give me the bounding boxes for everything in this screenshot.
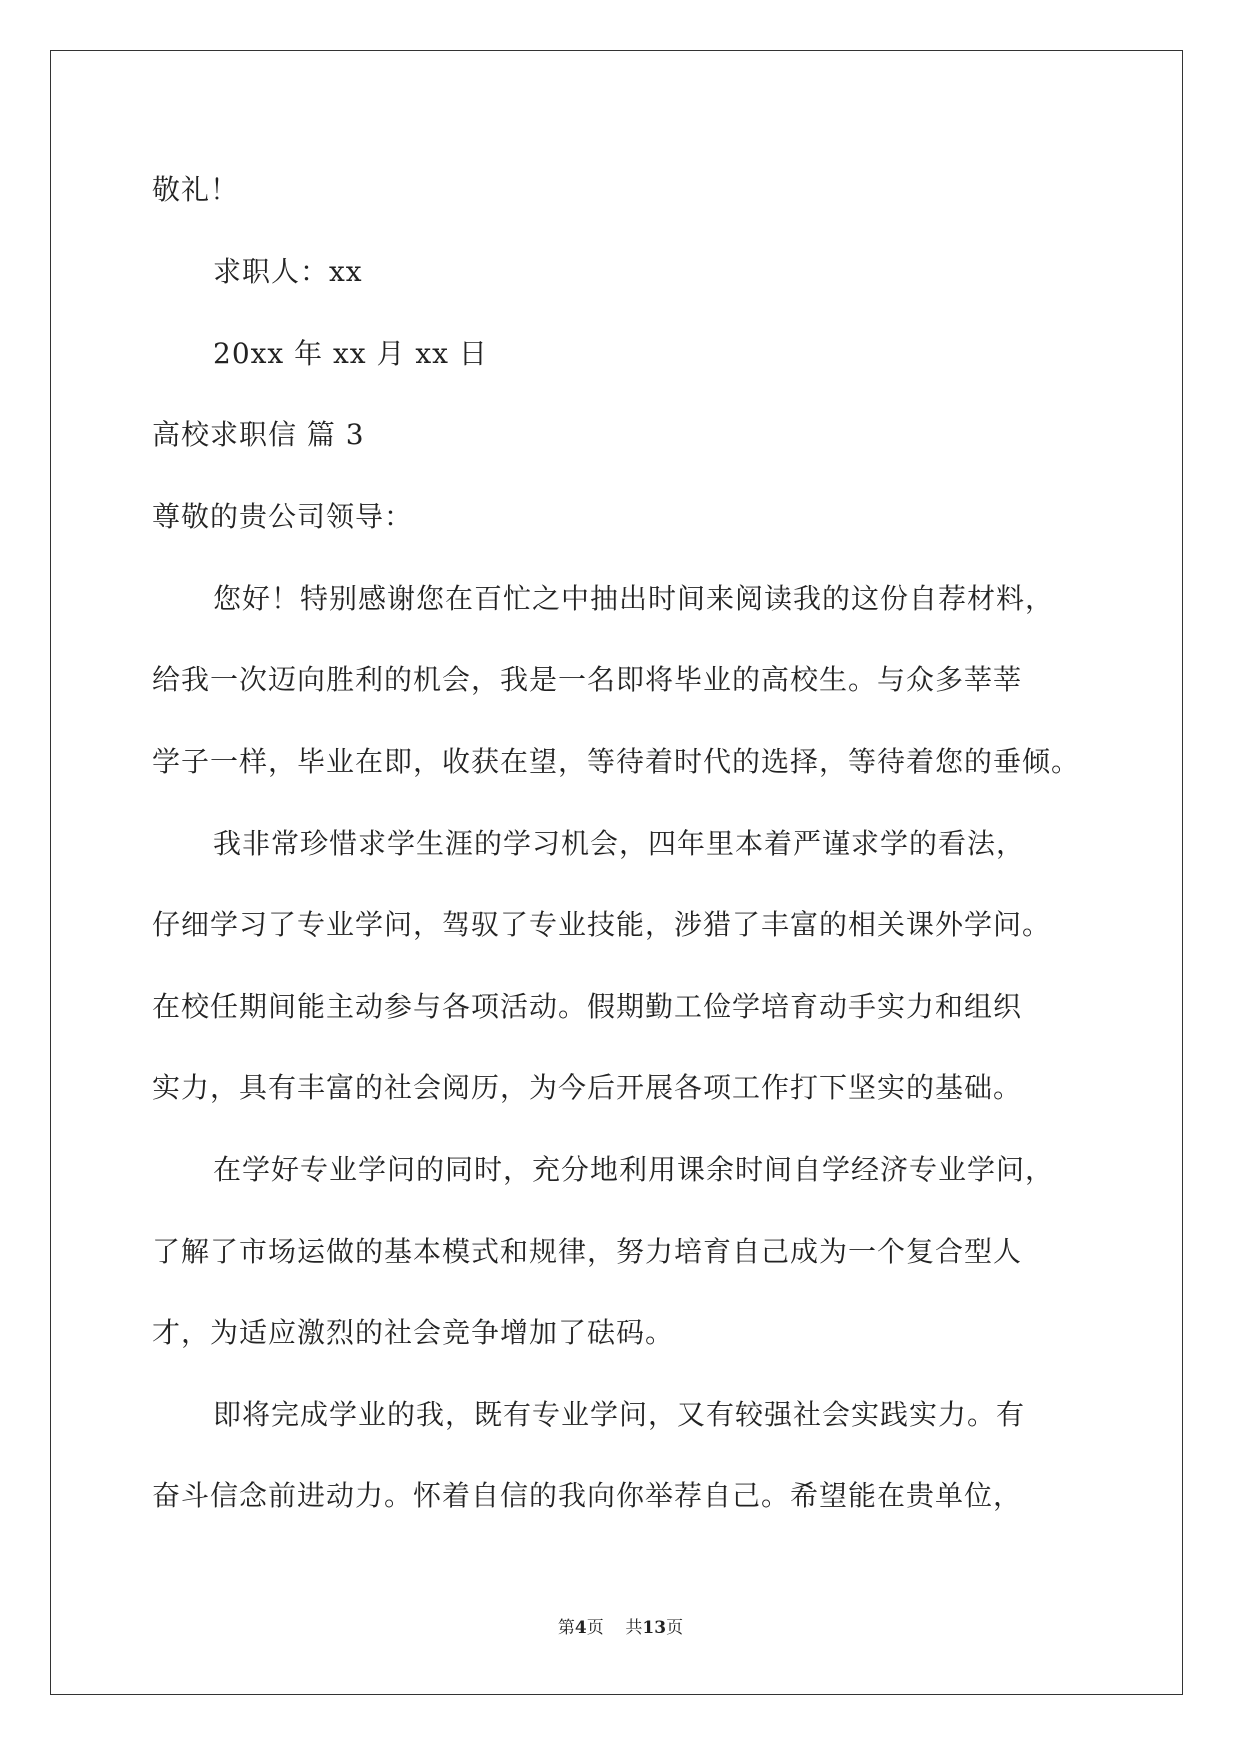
footer-prefix: 第: [557, 1618, 575, 1638]
paragraph-line: 实力，具有丰富的社会阅历，为今后开展各项工作打下坚实的基础。: [152, 1071, 1023, 1104]
footer-page-unit: 页: [586, 1618, 604, 1638]
greeting: 尊敬的贵公司领导：: [152, 500, 414, 533]
current-page-number: 4: [574, 1618, 587, 1638]
paragraph-line: 奋斗信念前进动力。怀着自信的我向你举荐自己。希望能在贵单位，: [152, 1479, 1023, 1512]
date-line: 20xx 年 xx 月 xx 日: [213, 337, 488, 370]
paragraph-line: 即将完成学业的我，既有专业学问，又有较强社会实践实力。有: [213, 1398, 1026, 1431]
section-heading: 高校求职信 篇 3: [152, 418, 365, 451]
paragraph-line: 您好！特别感谢您在百忙之中抽出时间来阅读我的这份自荐材料，: [213, 582, 1055, 615]
paragraph-line: 仔细学习了专业学问，驾驭了专业技能，涉猎了丰富的相关课外学问。: [152, 908, 1052, 941]
paragraph-line: 学子一样，毕业在即，收获在望，等待着时代的选择，等待着您的垂倾。: [152, 745, 1081, 778]
paragraph-line: 才，为适应激烈的社会竞争增加了砝码。: [152, 1316, 675, 1349]
applicant-line: 求职人：xx: [213, 255, 363, 288]
footer-total-prefix: 共: [625, 1618, 643, 1638]
paragraph-line: 在校任期间能主动参与各项活动。假期勤工俭学培育动手实力和组织: [152, 990, 1023, 1023]
footer-total-unit: 页: [666, 1618, 684, 1638]
paragraph-line: 在学好专业学问的同时，充分地利用课余时间自学经济专业学问，: [213, 1153, 1055, 1186]
total-pages-number: 13: [642, 1618, 667, 1638]
page-footer: [0, 1616, 1241, 1640]
paragraph-line: 我非常珍惜求学生涯的学习机会，四年里本着严谨求学的看法，: [213, 827, 1026, 860]
closing-salutation: 敬礼！: [152, 173, 240, 206]
paragraph-line: 给我一次迈向胜利的机会，我是一名即将毕业的高校生。与众多莘莘: [152, 663, 1023, 696]
paragraph-line: 了解了市场运做的基本模式和规律，努力培育自己成为一个复合型人: [152, 1235, 1023, 1268]
page-frame: [50, 50, 1183, 1695]
